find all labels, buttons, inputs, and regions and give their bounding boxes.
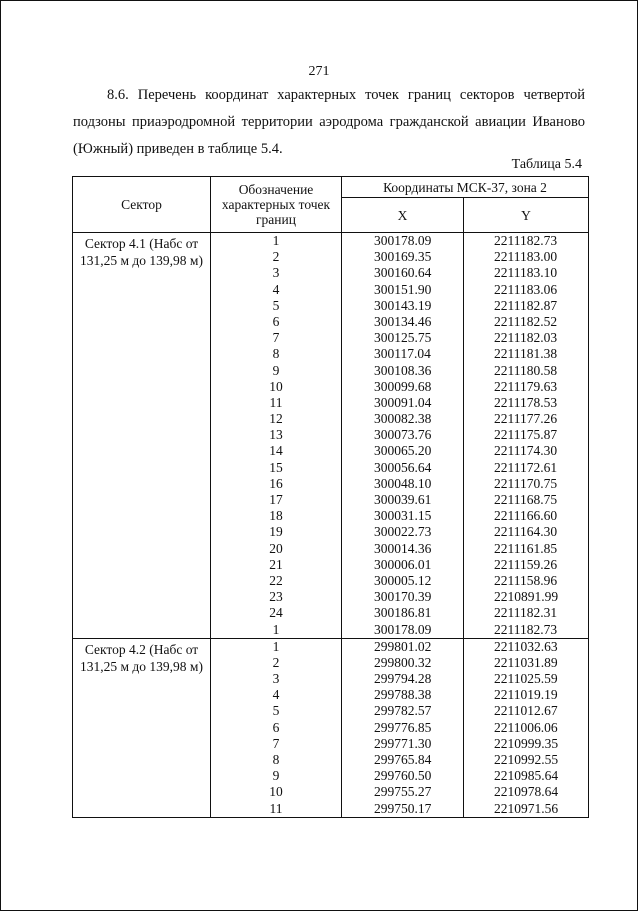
y-value: 2211183.00 xyxy=(494,249,558,265)
sector-row xyxy=(73,233,589,639)
sector-name: Сектор 4.1 (Набс от 131,25 м до 139,98 м) xyxy=(73,233,211,639)
point-label: 7 xyxy=(272,735,280,751)
x-value: 300160.64 xyxy=(374,265,432,281)
point-label: 6 xyxy=(272,719,280,735)
coordinates-table xyxy=(72,176,589,818)
point-label: 2 xyxy=(272,654,280,670)
y-value: 2210971.56 xyxy=(494,800,559,816)
point-label: 6 xyxy=(272,313,280,329)
point-label: 10 xyxy=(269,378,283,394)
y-value: 2211170.75 xyxy=(494,475,558,491)
y-value: 2211178.53 xyxy=(494,394,558,410)
page-number: 271 xyxy=(308,64,330,79)
column-x xyxy=(342,233,464,639)
x-value: 300169.35 xyxy=(374,249,432,265)
header-point: Обозначение характерных точек границ xyxy=(211,177,342,233)
point-label: 1 xyxy=(272,638,280,654)
y-value: 2211182.31 xyxy=(494,605,558,621)
y-value: 2211179.63 xyxy=(494,378,558,394)
y-value: 2211177.26 xyxy=(494,411,558,427)
x-value: 300082.38 xyxy=(374,411,432,427)
x-value: 300178.09 xyxy=(374,233,432,248)
x-value: 299750.17 xyxy=(374,800,432,816)
y-value: 2211182.87 xyxy=(494,297,558,313)
point-label: 7 xyxy=(272,330,280,346)
x-value: 300117.04 xyxy=(374,346,431,362)
y-value: 2211006.06 xyxy=(494,719,558,735)
x-value: 299801.02 xyxy=(374,638,432,654)
y-value: 2211164.30 xyxy=(494,524,558,540)
point-label: 5 xyxy=(272,703,280,719)
x-value: 300151.90 xyxy=(374,281,432,297)
point-label: 21 xyxy=(269,556,283,572)
x-value: 300031.15 xyxy=(374,508,432,524)
x-value: 300108.36 xyxy=(374,362,432,378)
paragraph-line: подзоны приаэродромной территории аэродрома гражданской авиации Иваново xyxy=(73,114,585,130)
point-label: 13 xyxy=(269,427,283,443)
x-value: 300073.76 xyxy=(374,427,432,443)
x-value: 300143.19 xyxy=(374,297,432,313)
x-value: 299760.50 xyxy=(374,768,432,784)
y-value: 2211182.73 xyxy=(494,621,558,637)
y-value: 2210891.99 xyxy=(494,589,559,605)
column-y xyxy=(464,233,589,639)
point-label: 19 xyxy=(269,524,283,540)
y-value: 2211032.63 xyxy=(494,638,558,654)
paragraph-line: (Южный) приведен в таблице 5.4. xyxy=(73,141,283,157)
column-y xyxy=(464,638,589,817)
x-value: 300178.09 xyxy=(374,621,432,637)
point-label: 12 xyxy=(269,411,283,427)
y-value: 2211025.59 xyxy=(494,671,558,687)
y-value: 2210992.55 xyxy=(494,752,559,767)
point-label: 5 xyxy=(272,297,280,313)
point-label: 20 xyxy=(269,540,283,556)
y-value: 2210985.64 xyxy=(494,768,559,784)
x-value: 300014.36 xyxy=(374,540,432,556)
point-label: 8 xyxy=(272,346,280,362)
x-value: 300022.73 xyxy=(374,524,432,540)
x-value: 300039.61 xyxy=(374,492,432,507)
header-y: Y xyxy=(464,198,589,233)
y-value: 2211159.26 xyxy=(494,556,558,572)
y-value: 2211012.67 xyxy=(494,703,558,719)
point-label: 2 xyxy=(272,249,280,265)
y-value: 2211181.38 xyxy=(494,346,558,362)
table-body xyxy=(73,233,589,818)
x-value: 300186.81 xyxy=(374,605,432,621)
y-value: 2211168.75 xyxy=(494,492,558,507)
point-label: 23 xyxy=(269,589,283,605)
intro-paragraph xyxy=(73,82,585,163)
point-label: 4 xyxy=(272,687,280,703)
x-value: 300170.39 xyxy=(374,589,432,605)
point-label: 11 xyxy=(269,394,283,410)
y-value: 2211175.87 xyxy=(494,427,558,443)
x-value: 300125.75 xyxy=(374,330,432,346)
y-value: 2211031.89 xyxy=(494,654,558,670)
x-value: 300006.01 xyxy=(374,556,432,572)
y-value: 2211183.10 xyxy=(494,265,558,281)
x-value: 299788.38 xyxy=(374,687,432,703)
x-value: 300099.68 xyxy=(374,378,432,394)
x-value: 299765.84 xyxy=(374,752,432,767)
point-label: 17 xyxy=(269,492,283,507)
point-label: 3 xyxy=(272,265,280,281)
sector-row xyxy=(73,638,589,817)
point-label: 1 xyxy=(272,233,280,248)
x-value: 300048.10 xyxy=(374,475,432,491)
point-label: 4 xyxy=(272,281,280,297)
x-value: 299800.32 xyxy=(374,654,432,670)
x-value: 299771.30 xyxy=(374,735,432,751)
header-x: X xyxy=(342,198,464,233)
sector-name: Сектор 4.2 (Набс от 131,25 м до 139,98 м) xyxy=(73,638,211,817)
column-point xyxy=(211,638,342,817)
y-value: 2211182.03 xyxy=(494,330,558,346)
x-value: 299755.27 xyxy=(374,784,432,800)
point-label: 16 xyxy=(269,475,283,491)
y-value: 2211182.52 xyxy=(494,313,558,329)
point-label: 22 xyxy=(269,572,283,588)
point-label: 10 xyxy=(269,784,283,800)
point-label: 15 xyxy=(269,459,283,475)
point-label: 24 xyxy=(269,605,283,621)
x-value: 300091.04 xyxy=(374,394,432,410)
x-value: 300005.12 xyxy=(374,572,432,588)
x-value: 299794.28 xyxy=(374,671,432,687)
y-value: 2211166.60 xyxy=(494,508,558,524)
y-value: 2211158.96 xyxy=(494,572,558,588)
x-value: 299776.85 xyxy=(374,719,432,735)
x-value: 300056.64 xyxy=(374,459,432,475)
paragraph-line: 8.6. Перечень координат характерных точек границ секторов четвертой xyxy=(107,87,585,103)
y-value: 2211019.19 xyxy=(494,687,558,703)
y-value: 2210999.35 xyxy=(494,735,559,751)
table-caption: Таблица 5.4 xyxy=(511,157,582,172)
y-value: 2211183.06 xyxy=(494,281,558,297)
y-value: 2211172.61 xyxy=(494,459,558,475)
point-label: 3 xyxy=(272,671,280,687)
header-sector: Сектор xyxy=(73,177,211,233)
column-point xyxy=(211,233,342,639)
header-coordinates: Координаты МСК-37, зона 2 xyxy=(342,177,589,198)
point-label: 1 xyxy=(272,621,280,637)
y-value: 2211174.30 xyxy=(494,443,558,459)
x-value: 300065.20 xyxy=(374,443,432,459)
point-label: 9 xyxy=(272,768,280,784)
y-value: 2211182.73 xyxy=(494,233,558,248)
point-label: 9 xyxy=(272,362,280,378)
x-value: 300134.46 xyxy=(374,313,432,329)
y-value: 2211180.58 xyxy=(494,362,558,378)
point-label: 14 xyxy=(269,443,283,459)
y-value: 2211161.85 xyxy=(494,540,558,556)
point-label: 18 xyxy=(269,508,283,524)
y-value: 2210978.64 xyxy=(494,784,559,800)
point-label: 11 xyxy=(269,800,283,816)
x-value: 299782.57 xyxy=(374,703,432,719)
point-label: 8 xyxy=(272,752,280,767)
column-x xyxy=(342,638,464,817)
